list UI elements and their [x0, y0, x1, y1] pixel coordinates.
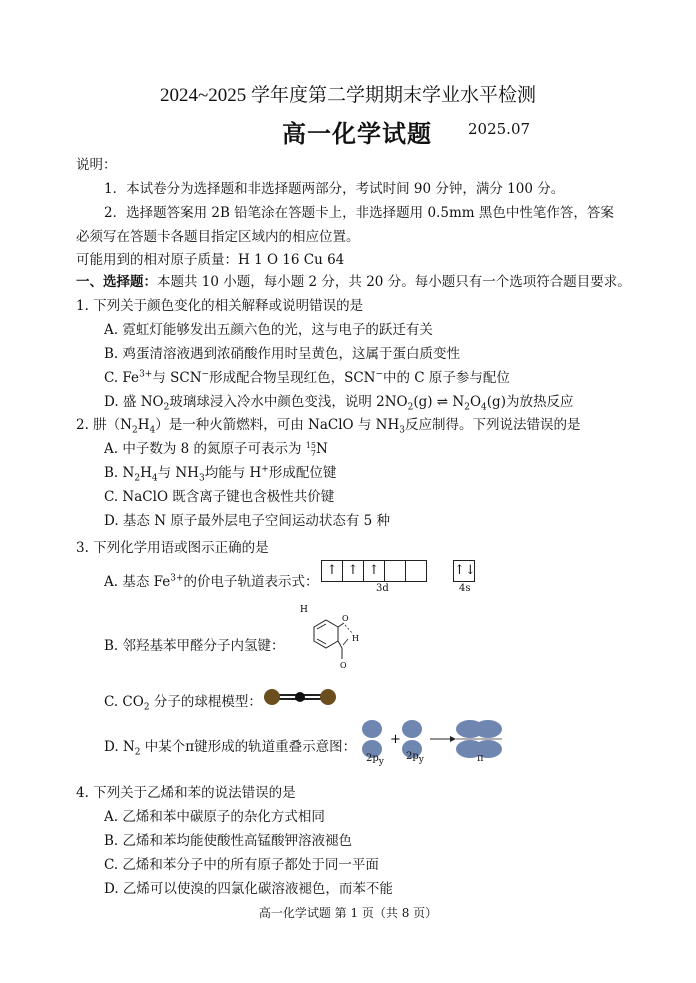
- atom-h-right: H: [352, 634, 359, 643]
- atom-h-top: H: [300, 605, 308, 615]
- q2-option-c: C. NaClO 既含离子键也含极性共价键: [104, 489, 335, 505]
- q4-stem: 4. 下列关于乙烯和苯的说法错误的是: [76, 785, 296, 801]
- salicylaldehyde-structure: [300, 603, 360, 675]
- instructions-label: 说明：: [76, 157, 117, 173]
- co2-ball-stick-model: [262, 686, 338, 708]
- q2-option-b: B. $N_2H_4$与 $NH_3$均能与 H+形成配位键: [104, 464, 337, 484]
- carbon-ball: [295, 692, 305, 702]
- exam-date: 2025.07: [468, 120, 531, 138]
- q4-option-a: A. 乙烯和苯中碳原子的杂化方式相同: [104, 809, 325, 825]
- oxygen-ball-right: [320, 689, 336, 705]
- atom-o-bottom: O: [340, 661, 347, 670]
- orbital-diagram-4s: ↑↓: [454, 560, 475, 582]
- instruction-2-cont: 必须写在答题卡各题目指定区域内的相应位置。: [76, 229, 360, 245]
- label-2py-1: $2p_y$: [366, 753, 384, 767]
- label-4s: 4s: [459, 583, 471, 594]
- plus-sign: +: [390, 732, 401, 747]
- atom-o-top: O: [342, 614, 349, 623]
- q4-option-d: D. 乙烯可以使溴的四氯化碳溶液褪色，而苯不能: [104, 881, 393, 897]
- instruction-1: 1．本试卷分为选择题和非选择题两部分，考试时间 90 分钟，满分 100 分。: [104, 181, 565, 197]
- q3-option-b: B. 邻羟基苯甲醛分子内氢键：: [104, 638, 285, 654]
- oxygen-ball-left: [264, 689, 280, 705]
- q3-option-c: C. $CO_2$ 分子的球棍模型：: [104, 694, 262, 713]
- section-label: 一、选择题：: [76, 274, 157, 290]
- q1-option-b: B. 鸡蛋清溶液遇到浓硝酸作用时呈黄色，这属于蛋白质变性: [104, 346, 461, 362]
- atomic-masses: 可能用到的相对原子质量：H 1 O 16 Cu 64: [76, 252, 345, 268]
- q3-option-d: D. $N_2$ 中某个π键形成的轨道重叠示意图：: [104, 739, 357, 758]
- label-pi: π: [477, 753, 484, 764]
- label-2py-2: $2p_y$: [406, 751, 424, 765]
- section-heading: [76, 270, 631, 290]
- q1-option-c: C. $Fe^{3+}$与 SCN−形成配合物呈现红色，SCN−中的 C 原子参与配位: [104, 369, 510, 386]
- q3-stem: 3. 下列化学用语或图示正确的是: [76, 540, 269, 556]
- section-desc: 本题共 10 小题，每小题 2 分，共 20 分。每小题只有一个选项符合题目要求。: [157, 274, 631, 290]
- exam-title: 2024~2025 学年度第二学期期末学业水平检测: [159, 85, 537, 106]
- q1-option-a: A. 霓虹灯能够发出五颜六色的光，这与电子的跃迁有关: [104, 322, 433, 338]
- q4-option-c: C. 乙烯和苯分子中的所有原子都处于同一平面: [104, 857, 379, 873]
- q2-option-a: A. 中子数为 8 的氮原子可表示为 15 7N: [104, 440, 328, 458]
- label-3d: 3d: [376, 583, 389, 594]
- q2-stem: 2. 肼$(N_2H_4)$是一种火箭燃料，可由 NaClO 与 $NH_3$反应制得。下列说法错误的是: [76, 417, 581, 436]
- instruction-2: 2．选择题答案用 2B 铅笔涂在答题卡上，非选择题用 0.5mm 黑色中性笔作答，答案: [104, 205, 614, 221]
- exam-subject: 高一化学试题: [282, 120, 432, 148]
- q1-stem: 1. 下列关于颜色变化的相关解释或说明错误的是: [76, 298, 364, 314]
- q1-option-d: D. 盛 $NO_2$玻璃球浸入冷水中颜色变浅，说明 $2NO_2(g)$ ⇌ $N_2O_4(g)$为放热反应: [104, 394, 574, 413]
- q2-option-d: D. 基态 N 原子最外层电子空间运动状态有 5 种: [104, 513, 390, 529]
- orbital-diagram-3d: ↑ ↑ ↑: [322, 560, 427, 582]
- page-footer: 高一化学试题 第 1 页（共 8 页）: [258, 906, 438, 920]
- q4-option-b: B. 乙烯和苯均能使酸性高锰酸钾溶液褪色: [104, 833, 353, 849]
- q3-option-a: A. 基态 $Fe^{3+}$的价电子轨道表示式：: [104, 573, 319, 590]
